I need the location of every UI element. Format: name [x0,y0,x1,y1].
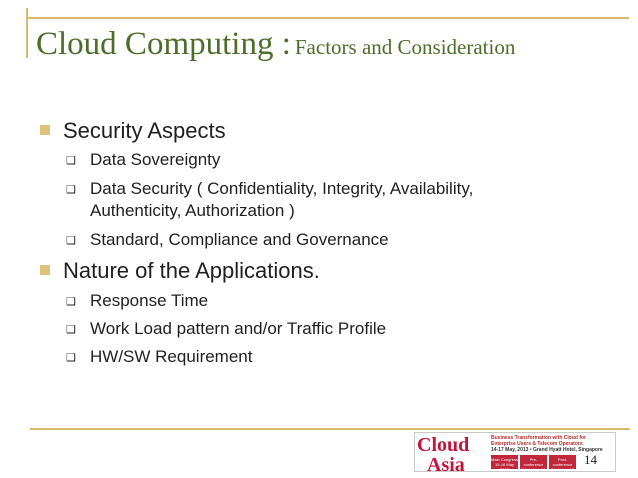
checkbox-bullet-icon: ❑ [66,184,76,196]
list-item-text: Data Security ( Confidentiality, Integrity, Availability, Authenticity, Authorization ) [90,179,474,220]
checkbox-bullet-icon: ❑ [66,296,76,308]
banner-schedule [491,455,576,477]
banner-cell: Main Congress 15-16 May 2013 [491,457,518,472]
checkbox-bullet-icon: ❑ [66,324,76,336]
list-item-text: Standard, Compliance and Governance [90,230,389,249]
banner-event-info: 14-17 May, 2013 • Grand Hyatt Hotel, Singapore [491,447,603,453]
square-bullet-icon [40,125,50,135]
cloud-asia-logo [417,434,487,476]
checkbox-bullet-icon: ❑ [66,235,76,247]
frame-top-border [26,17,629,19]
list-item-text: Response Time [90,291,209,310]
list-item-text: Work Load pattern and/or Traffic Profile [90,319,387,338]
banner-cell: Post-conference Workshop 17 May 2013 [550,457,575,477]
banner-cell: Pre-conference Workshop 14 May 2013 [521,457,546,477]
logo-line-2: Asia [427,454,465,476]
section-heading-text: Nature of the Applications. [63,258,320,283]
logo-line-1: Cloud [417,434,470,456]
checkbox-bullet-icon: ❑ [66,352,76,364]
checkbox-bullet-icon: ❑ [66,155,76,167]
page-number: 14 [584,452,597,467]
slide-title-sub: Factors and Consideration [294,35,516,59]
slide-title-main: Cloud Computing : [36,26,291,62]
square-bullet-icon [40,265,50,275]
footer-divider [30,428,630,430]
frame-left-border [26,8,28,58]
list-item-text: Data Sovereignty [90,150,221,169]
banner-headline-text: Business Transformation with Cloud for Enterprise Users & Telecom Operators [491,435,587,447]
banner-headline [491,435,611,453]
section-heading-text: Security Aspects [63,118,226,143]
slide-title [36,26,515,63]
list-item-text: HW/SW Requirement [90,347,253,366]
